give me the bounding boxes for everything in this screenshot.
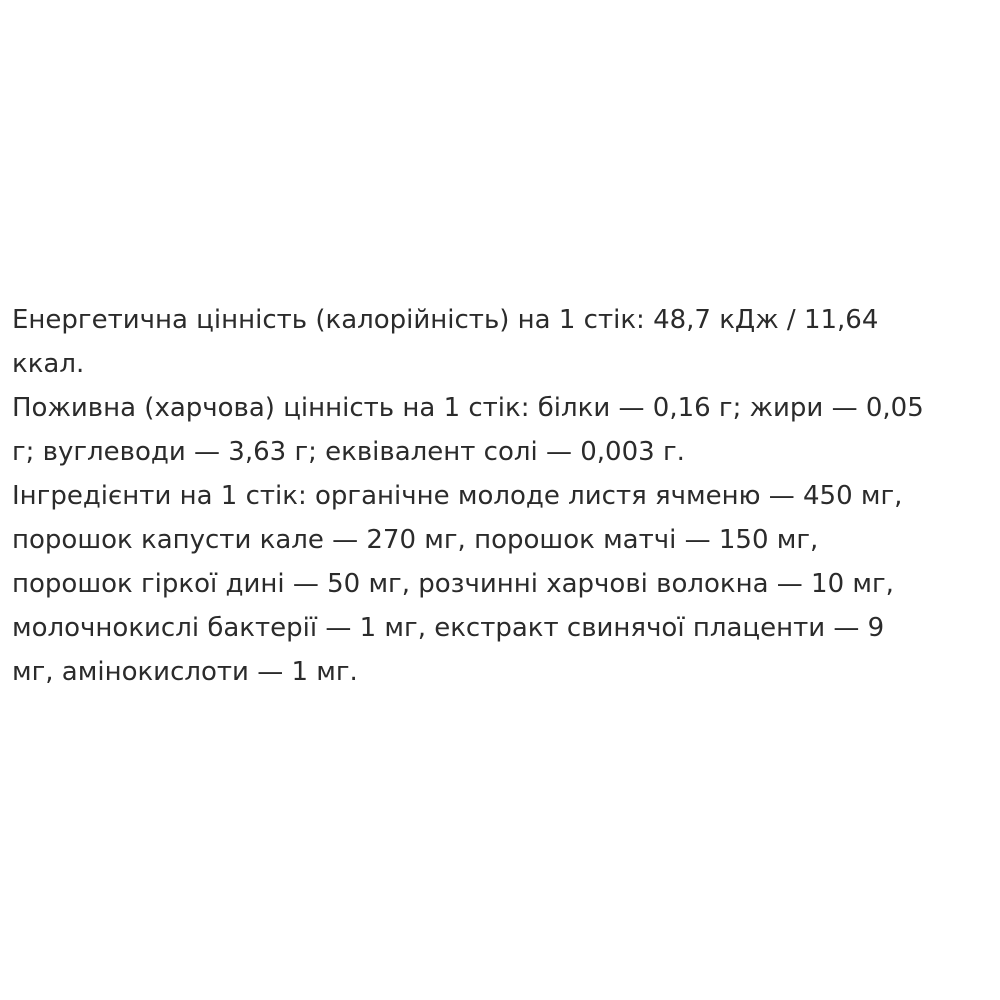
text-line: ккал. bbox=[12, 349, 85, 379]
text-line: г; вуглеводи — 3,63 г; еквівалент солі — 0,003 г. bbox=[12, 437, 685, 467]
text-line: Поживна (харчова) цінність на 1 стік: білки — 0,16 г; жири — 0,05 bbox=[12, 393, 924, 423]
text-line: мг, амінокислоти — 1 мг. bbox=[12, 657, 358, 687]
nutrition-info-text bbox=[12, 298, 992, 694]
text-line: Інгредієнти на 1 стік: органічне молоде листя ячменю — 450 мг, bbox=[12, 481, 903, 511]
text-line: порошок капусти кале — 270 мг, порошок матчі — 150 мг, bbox=[12, 525, 819, 555]
text-line: порошок гіркої дині — 50 мг, розчинні харчові волокна — 10 мг, bbox=[12, 569, 894, 599]
text-line: молочнокислі бактерії — 1 мг, екстракт свинячої плаценти — 9 bbox=[12, 613, 885, 643]
text-line: Енергетична цінність (калорійність) на 1 стік: 48,7 кДж / 11,64 bbox=[12, 305, 879, 335]
